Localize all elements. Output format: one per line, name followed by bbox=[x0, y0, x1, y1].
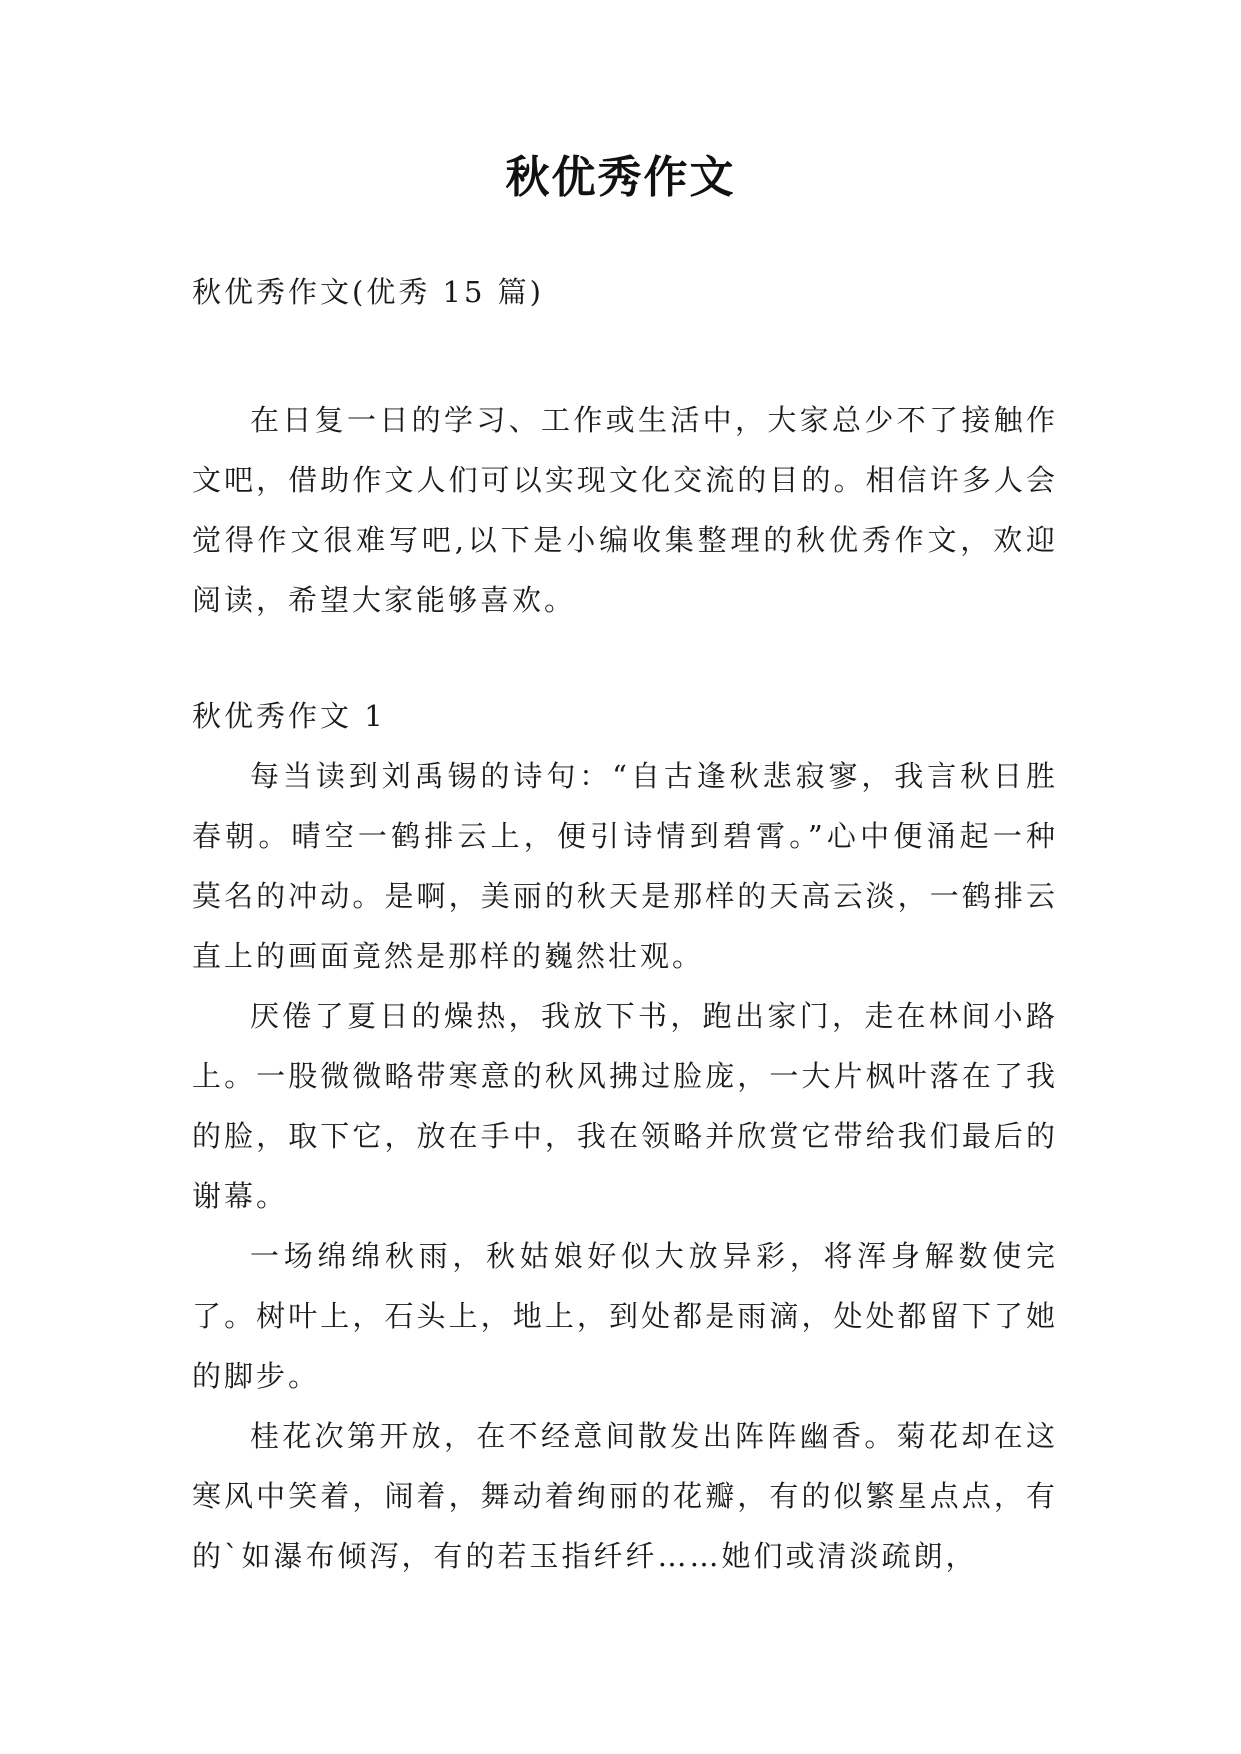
body-paragraph: 一场绵绵秋雨，秋姑娘好似大放异彩，将浑身解数使完了。树叶上，石头上，地上，到处都是雨滴，处处都留下了她的脚步。 bbox=[192, 1239, 1058, 1393]
document-subtitle: 秋优秀作文(优秀 15 篇) bbox=[192, 275, 544, 309]
spacer bbox=[192, 630, 1058, 686]
body-paragraph: 桂花次第开放，在不经意间散发出阵阵幽香。菊花却在这寒风中笑着，闹着，舞动着绚丽的花瓣，有的似繁星点点，有的`如瀑布倾泻，有的若玉指纤纤……她们或清淡疏朗， bbox=[192, 1419, 1058, 1573]
document-body bbox=[192, 262, 1058, 1586]
intro-paragraph: 在日复一日的学习、工作或生活中，大家总少不了接触作文吧，借助作文人们可以实现文化交流的目的。相信许多人会觉得作文很难写吧,以下是小编收集整理的秋优秀作文，欢迎阅读，希望大家能够喜欢。 bbox=[192, 403, 1058, 617]
body-paragraph: 每当读到刘禹锡的诗句：“自古逢秋悲寂寥，我言秋日胜春朝。晴空一鹤排云上，便引诗情到碧霄。”心中便涌起一种莫名的冲动。是啊，美丽的秋天是那样的天高云淡，一鹤排云直上的画面竟然是那样的巍然壮观。 bbox=[192, 759, 1058, 973]
body-paragraph: 厌倦了夏日的燥热，我放下书，跑出家门，走在林间小路上。一股微微略带寒意的秋风拂过脸庞，一大片枫叶落在了我的脸，取下它，放在手中，我在领略并欣赏它带给我们最后的谢幕。 bbox=[192, 999, 1058, 1213]
document-title: 秋优秀作文 bbox=[505, 152, 736, 203]
spacer bbox=[192, 322, 1058, 390]
section-heading: 秋优秀作文 1 bbox=[192, 699, 386, 733]
